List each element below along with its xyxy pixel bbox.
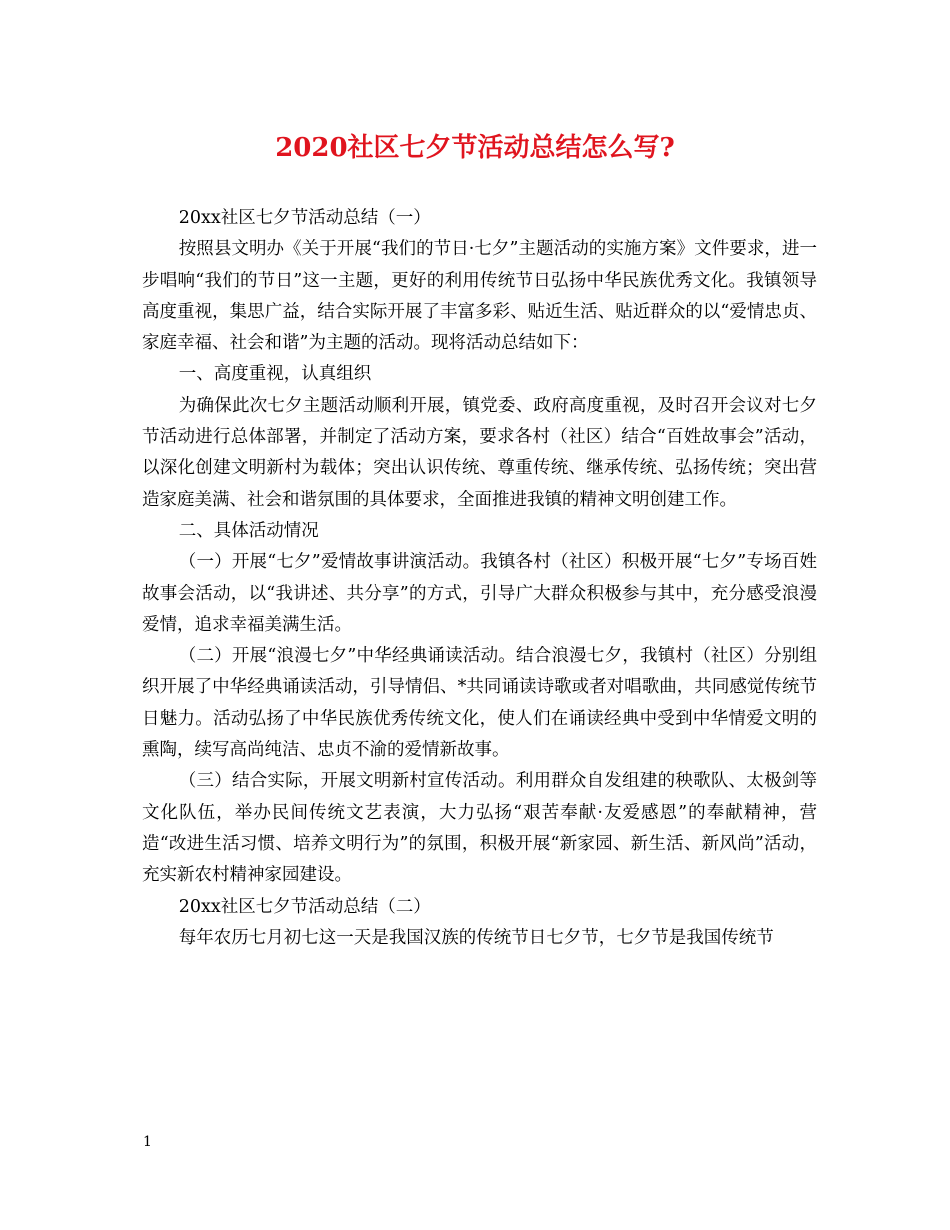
body-paragraph: （一）开展“七夕”爱情故事讲演活动。我镇各村（社区）积极开展“七夕”专场百姓故事会活动，以“我讲述、共分享”的方式，引导广大群众积极参与其中，充分感受浪漫爱情，追求幸福美满生活。: [142, 552, 817, 635]
body-paragraph: （三）结合实际，开展文明新村宣传活动。利用群众自发组建的秧歌队、太极剑等文化队伍，举办民间传统文艺表演，大力弘扬“艰苦奉献·友爱感恩”的奉献精神，营造“改进生活习惯、培养文明行为”的氛围，积极开展“新家园、新生活、新风尚”活动，充实新农村精神家园建设。: [142, 771, 817, 886]
section-heading: 一、高度重视，认真组织: [178, 364, 372, 385]
body-paragraph: （二）开展“浪漫七夕”中华经典诵读活动。结合浪漫七夕，我镇村（社区）分别组织开展了中华经典诵读活动，引导情侣、*共同诵读诗歌或者对唱歌曲，共同感觉传统节日魅力。活动弘扬了中华民族优秀传统文化，使人们在诵读经典中受到中华情爱文明的熏陶，续写高尚纯洁、忠贞不渝的爱情新故事。: [142, 646, 817, 761]
page-number: 1: [143, 1134, 152, 1150]
section-heading: 20xx社区七夕节活动总结（一）: [178, 208, 431, 228]
document-title: 2020社区七夕节活动总结怎么写?: [275, 133, 675, 163]
body-paragraph: 每年农历七月初七这一天是我国汉族的传统节日七夕节，七夕节是我国传统节: [178, 927, 774, 948]
document-body: [142, 203, 817, 954]
section-heading: 20xx社区七夕节活动总结（二）: [178, 896, 431, 917]
body-paragraph: 按照县文明办《关于开展“我们的节日·七夕”主题活动的实施方案》文件要求，进一步唱响“我们的节日”这一主题，更好的利用传统节日弘扬中华民族优秀文化。我镇领导高度重视，集思广益，结合实际开展了丰富多彩、贴近生活、贴近群众的以“爱情忠贞、家庭幸福、社会和谐”为主题的活动。现将活动总结如下：: [142, 239, 817, 354]
section-heading: 二、具体活动情况: [178, 520, 319, 541]
body-paragraph: 为确保此次七夕主题活动顺利开展，镇党委、政府高度重视，及时召开会议对七夕节活动进行总体部署，并制定了活动方案，要求各村（社区）结合“百姓故事会”活动，以深化创建文明新村为载体；突出认识传统、尊重传统、继承传统、弘扬传统；突出营造家庭美满、社会和谐氛围的具体要求，全面推进我镇的精神文明创建工作。: [142, 395, 817, 510]
